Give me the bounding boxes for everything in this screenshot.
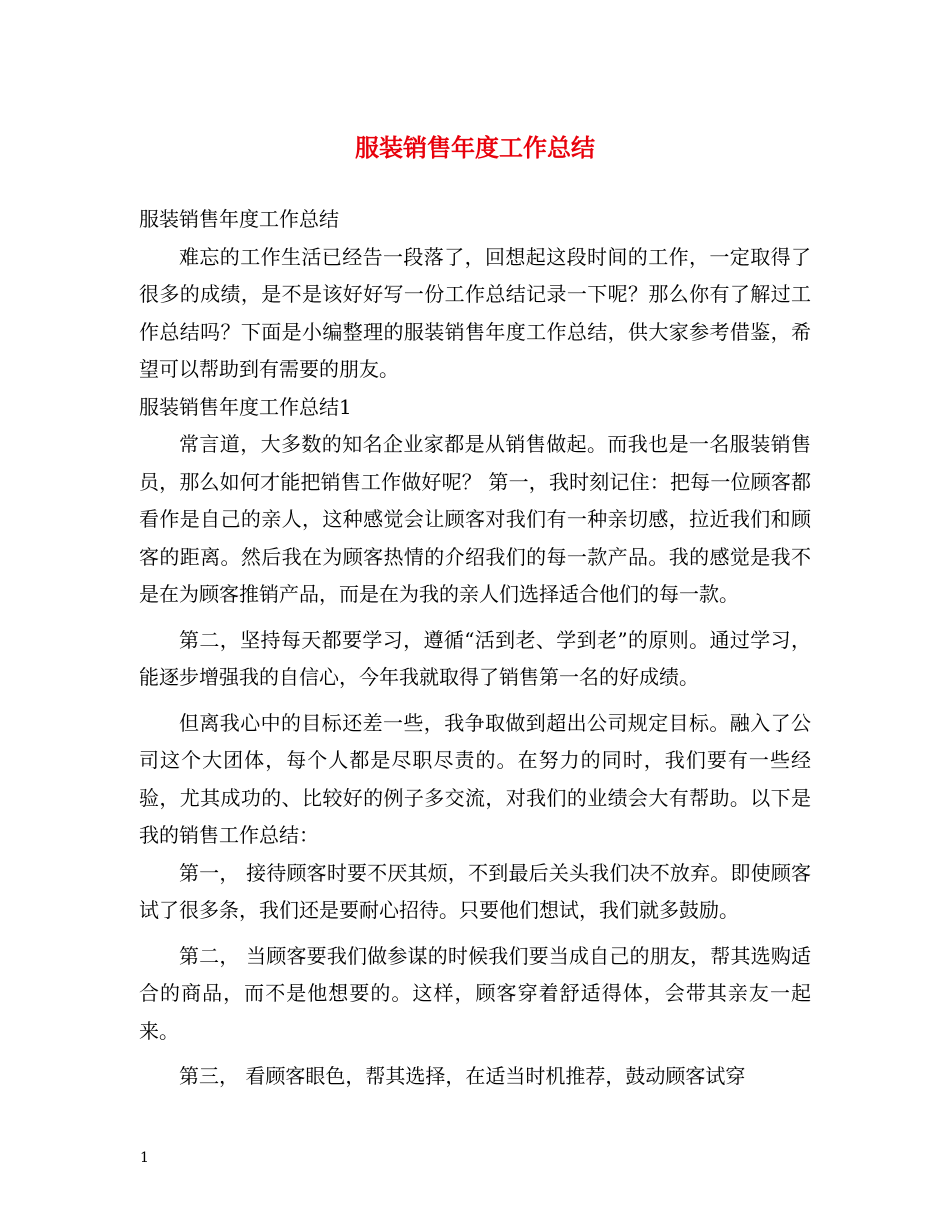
subtitle-paragraph: 服装销售年度工作总结 (139, 207, 339, 231)
body-paragraph: 但离我心中的目标还差一些，我争取做到超出公司规定目标。融入了公司这个大团体，每个人都是尽职尽责的。在努力的同时，我们要有一些经验，尤其成功的、比较好的例子多交流，对我们的业绩会大有帮助。以下是我的销售工作总结： (139, 710, 811, 847)
section-heading: 服装销售年度工作总结1 (139, 394, 352, 419)
body-paragraph: 常言道，大多数的知名企业家都是从销售做起。而我也是一名服装销售员，那么如何才能把销售工作做好呢？ 第一，我时刻记住：把每一位顾客都看作是自己的亲人，这种感觉会让顾客对我们有一种亲切感，拉近我们和顾客的距离。然后我在为顾客热情的介绍我们的每一款产品。我的感觉是我不是在为顾客推销产品，而是在为我的亲人们选择适合他们的每一款。 (139, 432, 811, 606)
page-number: 1 (140, 1150, 149, 1166)
document-body (139, 201, 811, 1096)
body-paragraph: 第一， 接待顾客时要不厌其烦，不到最后关头我们决不放弃。即使顾客试了很多条，我们还是要耐心招待。只要他们想试，我们就多鼓励。 (139, 860, 811, 922)
body-paragraph: 第二，坚持每天都要学习，遵循“活到老、学到老”的原则。通过学习，能逐步增强我的自信心，今年我就取得了销售第一名的好成绩。 (139, 627, 811, 689)
document-title: 服装销售年度工作总结 (355, 133, 595, 162)
intro-paragraph: 难忘的工作生活已经告一段落了，回想起这段时间的工作，一定取得了很多的成绩，是不是该好好写一份工作总结记录一下呢？那么你有了解过工作总结吗？下面是小编整理的服装销售年度工作总结，供大家参考借鉴，希望可以帮助到有需要的朋友。 (139, 244, 811, 381)
body-paragraph: 第二， 当顾客要我们做参谋的时候我们要当成自己的朋友，帮其选购适合的商品，而不是他想要的。这样，顾客穿着舒适得体，会带其亲友一起来。 (139, 943, 811, 1043)
body-paragraph: 第三， 看顾客眼色，帮其选择，在适当时机推荐，鼓动顾客试穿 (179, 1064, 746, 1088)
